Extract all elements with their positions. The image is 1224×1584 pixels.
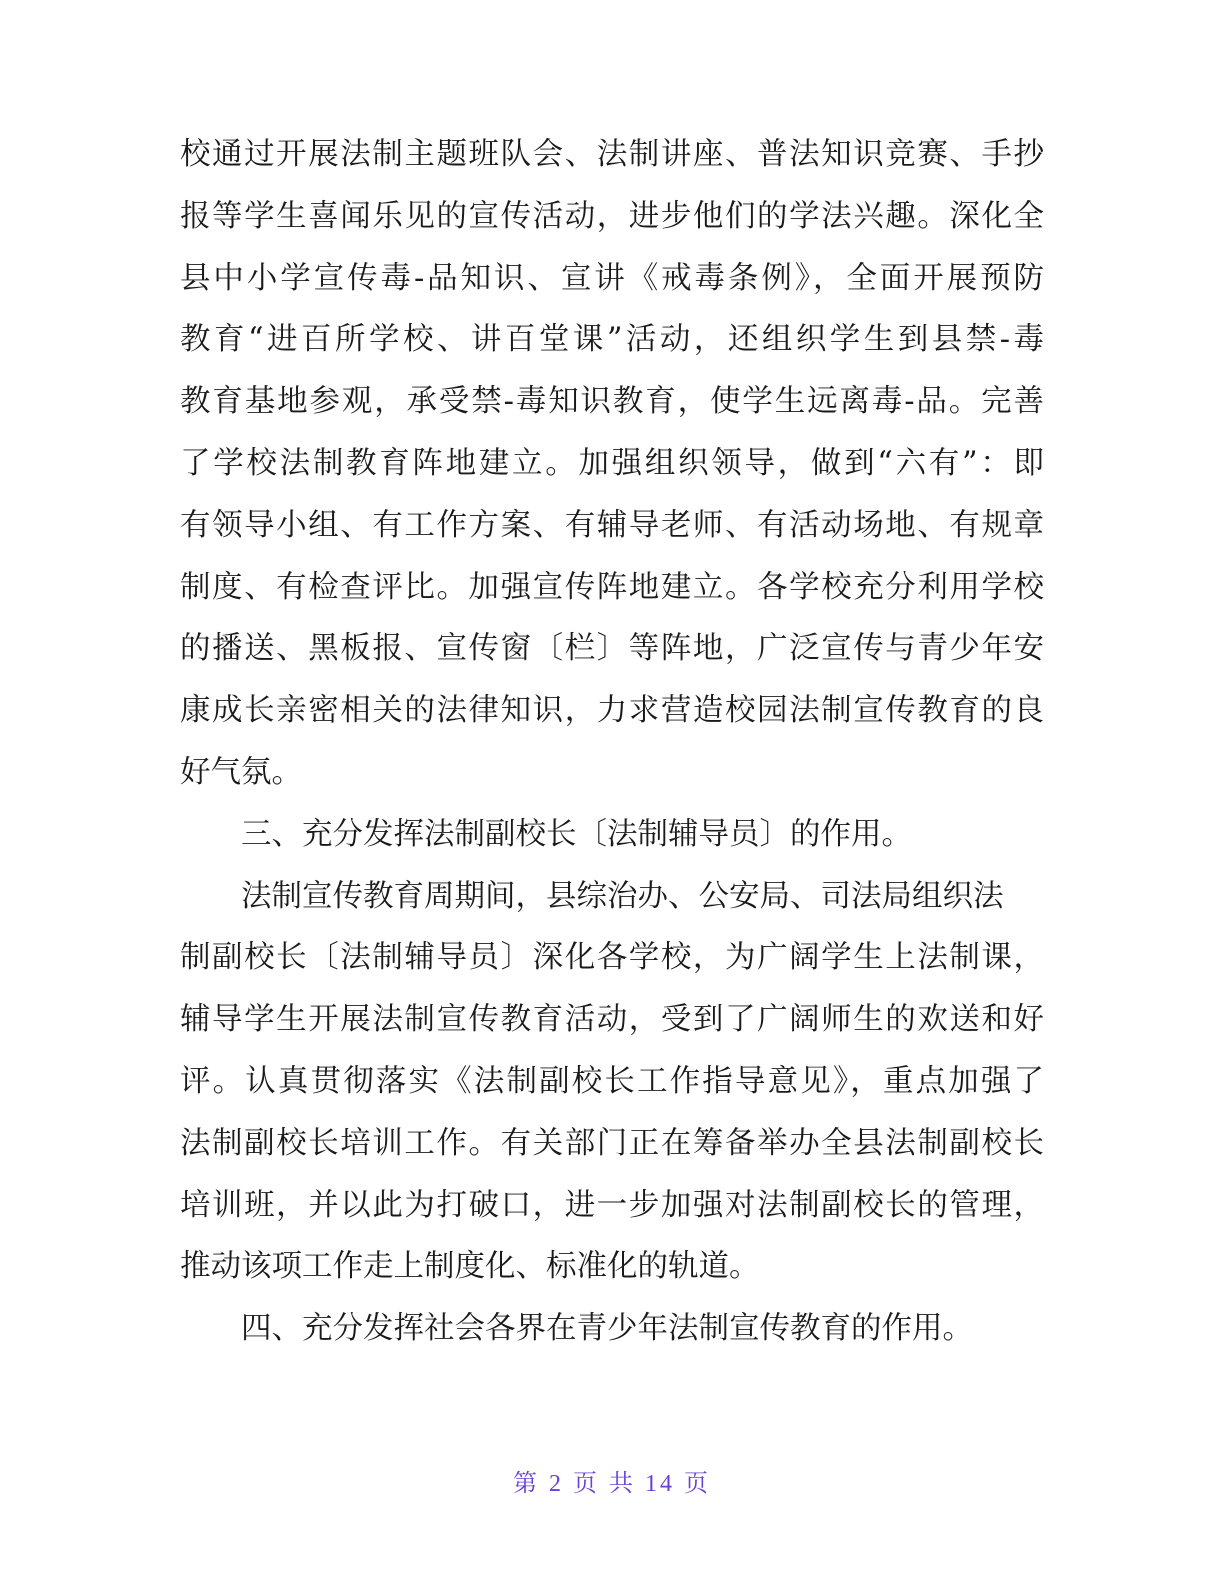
paragraph-line: 法制宣传教育周期间，县综治办、公安局、司法局组织法 — [241, 878, 1004, 914]
paragraph-line: 的播送、黑板报、宣传窗〔栏〕等阵地，广泛宣传与青少年安 — [180, 631, 1044, 667]
paragraph-line: 县中小学宣传毒-品知识、宣讲《戒毒条例》，全面开展预防 — [180, 260, 1044, 296]
section-heading: 四、充分发挥社会各界在青少年法制宣传教育的作用。 — [241, 1311, 973, 1347]
paragraph-line: 教育“进百所学校、讲百堂课”活动，还组织学生到县禁-毒 — [180, 322, 1044, 358]
document-body — [180, 124, 1044, 1360]
paragraph-line: 报等学生喜闻乐见的宣传活动，进步他们的学法兴趣。深化全 — [180, 198, 1044, 234]
paragraph-line: 培训班，并以此为打破口，进一步加强对法制副校长的管理， — [180, 1187, 1044, 1223]
paragraph-line: 推动该项工作走上制度化、标准化的轨道。 — [180, 1249, 760, 1285]
section-heading: 三、充分发挥法制副校长〔法制辅导员〕的作用。 — [241, 816, 912, 852]
paragraph-line: 评。认真贯彻落实《法制副校长工作指导意见》，重点加强了 — [180, 1063, 1044, 1099]
paragraph-line: 制度、有检查评比。加强宣传阵地建立。各学校充分利用学校 — [180, 569, 1044, 605]
paragraph-line: 康成长亲密相关的法律知识，力求营造校园法制宣传教育的良 — [180, 693, 1044, 729]
paragraph-line: 有领导小组、有工作方案、有辅导老师、有活动场地、有规章 — [180, 507, 1044, 543]
paragraph-line: 校通过开展法制主题班队会、法制讲座、普法知识竞赛、手抄 — [180, 137, 1044, 172]
paragraph-line: 了学校法制教育阵地建立。加强组织领导，做到“六有”：即 — [180, 445, 1044, 481]
paragraph-line: 法制副校长培训工作。有关部门正在筹备举办全县法制副校长 — [180, 1125, 1044, 1161]
paragraph-line: 好气氛。 — [180, 754, 302, 790]
paragraph-line: 制副校长〔法制辅导员〕深化各学校，为广阔学生上法制课， — [180, 940, 1044, 976]
paragraph-line: 教育基地参观，承受禁-毒知识教育，使学生远离毒-品。完善 — [180, 384, 1044, 420]
page-number-footer: 第 2 页 共 14 页 — [513, 1471, 711, 1497]
paragraph-line: 辅导学生开展法制宣传教育活动，受到了广阔师生的欢送和好 — [180, 1002, 1044, 1038]
